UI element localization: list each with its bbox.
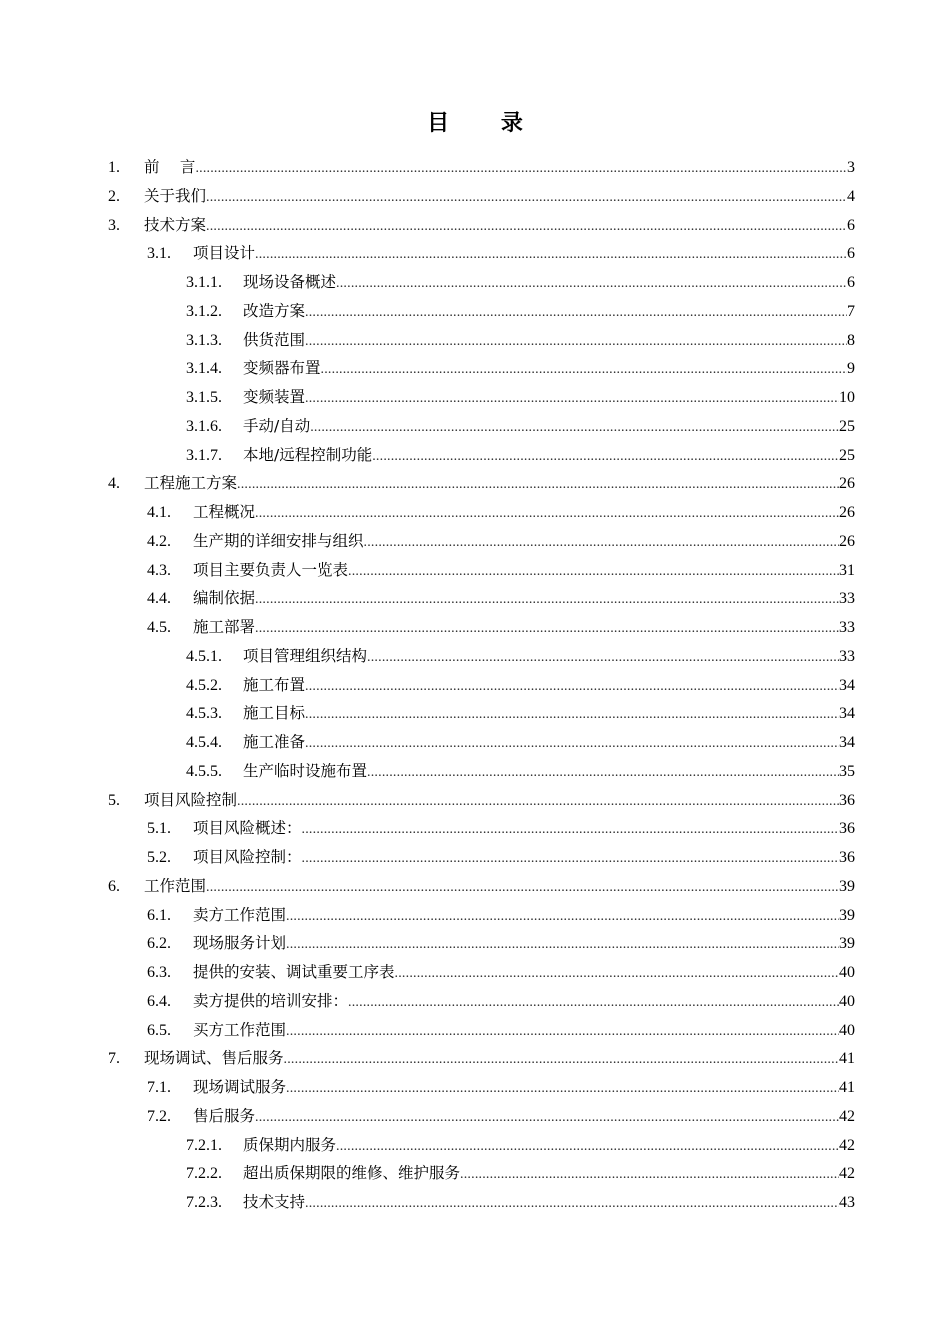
toc-entry[interactable] [0, 728, 950, 757]
toc-entry-number: 5. [108, 791, 120, 809]
toc-entry-number: 4.5.4. [186, 734, 222, 751]
toc-dot-leader [286, 1075, 839, 1104]
toc-entry-line [147, 527, 855, 556]
toc-entry-number: 3.1.1. [186, 274, 222, 291]
toc-entry-label: 改造方案 [243, 301, 306, 320]
toc-entry[interactable] [0, 613, 950, 642]
toc-dot-leader [255, 586, 839, 615]
toc-entry-label: 项目风险概述： [193, 819, 302, 838]
toc-entry-line [108, 469, 855, 498]
toc-entry[interactable] [0, 182, 950, 211]
toc-entry-number: 7.1. [147, 1079, 171, 1096]
toc-entry[interactable] [0, 412, 950, 441]
toc-dot-leader [286, 1018, 839, 1047]
toc-entry-label: 现场调试服务 [193, 1078, 287, 1096]
toc-dot-leader [321, 356, 847, 385]
toc-dot-leader [305, 673, 839, 702]
toc-dot-leader [395, 960, 839, 989]
toc-dot-leader [372, 443, 839, 472]
toc-entry[interactable] [0, 527, 950, 556]
toc-entry-page-number: 7 [847, 302, 855, 320]
toc-dot-leader [305, 730, 839, 759]
toc-entry-page-number: 33 [839, 647, 855, 665]
toc-dot-leader [286, 931, 839, 960]
toc-entry-page-number: 34 [839, 676, 855, 694]
toc-entry-number: 7.2.2. [186, 1165, 222, 1183]
toc-entry-line [147, 1016, 855, 1045]
toc-entry[interactable] [0, 1016, 950, 1045]
toc-dot-leader [367, 644, 839, 673]
toc-entry-line [186, 1188, 855, 1217]
toc-entry-label: 项目主要负责人一览表 [193, 560, 349, 579]
toc-entry-number: 4.5.2. [186, 676, 222, 694]
toc-dot-leader [255, 1104, 839, 1133]
toc-entry[interactable] [0, 556, 950, 585]
toc-entry-page-number: 25 [839, 417, 855, 435]
toc-entry-number: 4.5.3. [186, 705, 222, 723]
toc-dot-leader [336, 270, 847, 299]
toc-entry-number: 6.5. [147, 1021, 171, 1039]
toc-entry-page-number: 34 [839, 734, 855, 751]
toc-entry-page-number: 9 [847, 360, 855, 378]
toc-entry[interactable] [0, 239, 950, 268]
toc-title: 目 录 [427, 111, 545, 136]
toc-entry-line [147, 1073, 855, 1102]
toc-entry-page-number: 41 [839, 1079, 855, 1096]
toc-entry-label: 生产临时设施布置 [243, 761, 368, 780]
toc-entry-page-number: 39 [839, 906, 855, 924]
toc-entry-number: 6.1. [147, 906, 171, 924]
toc-entry[interactable] [0, 1188, 950, 1217]
toc-entry-label: 项目风险控制 [144, 790, 238, 809]
toc-entry-page-number: 6 [847, 274, 855, 291]
toc-entry-line [147, 929, 855, 958]
toc-dot-leader [206, 184, 847, 213]
toc-entry-page-number: 26 [839, 475, 855, 493]
toc-entry-label: 卖方提供的培训安排： [193, 991, 349, 1010]
toc-entry-line [147, 843, 855, 872]
toc-entry-line [108, 872, 855, 901]
toc-entry[interactable] [0, 498, 950, 527]
toc-entry-label: 施工准备 [243, 733, 306, 751]
toc-entry-page-number: 34 [839, 705, 855, 723]
toc-entry[interactable] [0, 901, 950, 930]
toc-entry[interactable] [0, 671, 950, 700]
toc-entry[interactable] [0, 1044, 950, 1073]
toc-list [0, 153, 950, 1217]
toc-entry-line [186, 757, 855, 786]
toc-entry-label: 买方工作范围 [193, 1020, 287, 1039]
toc-dot-leader [237, 788, 839, 817]
toc-entry-page-number: 35 [839, 762, 855, 780]
toc-entry-number: 3.1. [147, 245, 171, 263]
toc-entry[interactable] [0, 987, 950, 1016]
toc-entry-line [186, 671, 855, 700]
toc-entry[interactable] [0, 383, 950, 412]
toc-entry[interactable] [0, 872, 950, 901]
toc-dot-leader [195, 155, 847, 184]
toc-entry-number: 6.4. [147, 992, 171, 1010]
toc-entry-line [147, 584, 855, 613]
toc-entry[interactable] [0, 642, 950, 671]
toc-dot-leader [364, 529, 839, 558]
toc-entry-label: 供货范围 [243, 330, 306, 349]
toc-entry-label: 施工目标 [243, 704, 306, 723]
toc-entry-number: 7. [108, 1050, 120, 1068]
toc-entry-page-number: 39 [839, 877, 855, 895]
toc-entry-page-number: 42 [839, 1165, 855, 1183]
toc-entry-label: 工程概况 [193, 503, 256, 521]
toc-entry-number: 4. [108, 475, 120, 493]
toc-entry-line [186, 1159, 855, 1188]
toc-entry-label: 项目风险控制： [193, 848, 302, 866]
toc-entry-label: 技术支持 [243, 1193, 306, 1211]
toc-entry-label: 超出质保期限的维修、维护服务 [243, 1164, 461, 1183]
toc-entry-number: 2. [108, 187, 120, 205]
toc-entry-label: 项目管理组织结构 [243, 646, 368, 665]
toc-entry-page-number: 25 [839, 446, 855, 464]
toc-entry[interactable] [0, 1073, 950, 1102]
toc-entry-label: 卖方工作范围 [193, 905, 287, 924]
toc-entry-page-number: 6 [847, 216, 855, 234]
toc-dot-leader [305, 701, 839, 730]
toc-entry-number: 1. [108, 159, 120, 176]
toc-entry-number: 3.1.5. [186, 389, 222, 406]
toc-dot-leader [206, 874, 839, 903]
toc-entry-line [186, 412, 855, 441]
toc-entry-number: 4.5.5. [186, 762, 222, 780]
toc-entry[interactable] [0, 699, 950, 728]
toc-entry-number: 7.2.1. [186, 1136, 222, 1154]
toc-entry-number: 6.3. [147, 964, 171, 981]
toc-entry-number: 3.1.6. [186, 417, 222, 435]
toc-entry-label: 提供的安装、调试重要工序表 [193, 963, 395, 981]
toc-entry-label: 变频器布置 [243, 359, 321, 378]
toc-entry-line [147, 814, 855, 843]
toc-entry[interactable] [0, 1131, 950, 1160]
toc-entry[interactable] [0, 441, 950, 470]
toc-dot-leader [255, 615, 839, 644]
toc-entry-page-number: 36 [839, 820, 855, 838]
toc-entry-number: 4.1. [147, 504, 171, 521]
toc-dot-leader [206, 213, 847, 242]
toc-entry-number: 6. [108, 877, 120, 895]
toc-entry-line [108, 211, 855, 240]
toc-entry-page-number: 33 [839, 590, 855, 608]
toc-entry-page-number: 43 [839, 1194, 855, 1211]
toc-entry[interactable] [0, 786, 950, 815]
toc-dot-leader [348, 558, 839, 587]
toc-dot-leader [284, 1046, 839, 1075]
toc-entry-label: 编制依据 [193, 589, 256, 608]
toc-entry[interactable] [0, 1159, 950, 1188]
toc-entry-label: 施工部署 [193, 618, 256, 636]
toc-entry-number: 3.1.4. [186, 360, 222, 378]
toc-entry-page-number: 36 [839, 791, 855, 809]
toc-entry[interactable] [0, 211, 950, 240]
toc-entry-page-number: 26 [839, 504, 855, 521]
toc-entry-number: 4.3. [147, 561, 171, 579]
toc-entry-line [186, 642, 855, 671]
toc-entry-line [186, 699, 855, 728]
toc-dot-leader [336, 1133, 839, 1162]
toc-entry-page-number: 3 [847, 159, 855, 176]
toc-entry-page-number: 36 [839, 849, 855, 866]
toc-entry-number: 3. [108, 216, 120, 234]
toc-entry-line [147, 987, 855, 1016]
toc-entry-number: 4.5.1. [186, 647, 222, 665]
toc-entry-line [186, 441, 855, 470]
toc-entry-label: 现场设备概述 [243, 273, 337, 291]
toc-entry-number: 4.4. [147, 590, 171, 608]
toc-entry-line [186, 268, 855, 297]
toc-entry-label: 前 言 [144, 158, 196, 176]
toc-dot-leader [302, 816, 839, 845]
toc-entry[interactable] [0, 1102, 950, 1131]
toc-dot-leader [237, 471, 839, 500]
toc-dot-leader [302, 845, 839, 874]
toc-dot-leader [305, 1190, 839, 1219]
toc-dot-leader [286, 903, 839, 932]
toc-entry-line [147, 556, 855, 585]
toc-entry-number: 5.1. [147, 820, 171, 838]
toc-entry-label: 工作范围 [144, 876, 207, 895]
toc-entry-page-number: 6 [847, 245, 855, 263]
toc-entry-number: 7.2. [147, 1107, 171, 1125]
toc-entry-label: 变频装置 [243, 388, 306, 406]
toc-entry-line [186, 383, 855, 412]
toc-entry-label: 手动/自动 [243, 416, 311, 435]
toc-entry-line [186, 728, 855, 757]
toc-entry[interactable] [0, 153, 950, 182]
toc-dot-leader [305, 385, 839, 414]
toc-entry-number: 3.1.3. [186, 331, 222, 349]
toc-entry-number: 3.1.7. [186, 446, 222, 464]
toc-dot-leader [305, 299, 847, 328]
toc-entry-label: 关于我们 [144, 186, 207, 205]
toc-entry-line [186, 326, 855, 355]
toc-entry[interactable] [0, 297, 950, 326]
toc-entry-page-number: 42 [839, 1136, 855, 1154]
toc-dot-leader [367, 759, 839, 788]
toc-entry-line [186, 354, 855, 383]
toc-entry-page-number: 41 [839, 1050, 855, 1068]
toc-entry-line [108, 786, 855, 815]
toc-entry-label: 本地/远程控制功能 [243, 445, 373, 464]
toc-entry[interactable] [0, 929, 950, 958]
toc-entry[interactable] [0, 326, 950, 355]
toc-entry-line [108, 182, 855, 211]
toc-entry-page-number: 4 [847, 187, 855, 205]
toc-entry[interactable] [0, 843, 950, 872]
toc-entry-number: 4.2. [147, 532, 171, 550]
toc-entry-number: 5.2. [147, 849, 171, 866]
toc-entry-label: 现场调试、售后服务 [144, 1049, 284, 1068]
toc-entry-label: 生产期的详细安排与组织 [193, 531, 364, 550]
toc-entry-line [147, 901, 855, 930]
toc-entry-label: 技术方案 [144, 215, 207, 234]
toc-entry-line [147, 958, 855, 987]
toc-entry-page-number: 40 [839, 1021, 855, 1039]
toc-entry[interactable] [0, 469, 950, 498]
toc-entry-number: 7.2.3. [186, 1194, 222, 1211]
toc-dot-leader [255, 500, 839, 529]
toc-entry-label: 现场服务计划 [193, 934, 287, 953]
toc-entry-line [186, 1131, 855, 1160]
toc-entry-number: 3.1.2. [186, 302, 222, 320]
toc-entry[interactable] [0, 814, 950, 843]
toc-entry[interactable] [0, 958, 950, 987]
toc-entry-number: 6.2. [147, 935, 171, 953]
toc-entry-line [108, 1044, 855, 1073]
toc-entry-page-number: 40 [839, 964, 855, 981]
toc-dot-leader [348, 989, 839, 1018]
toc-entry-label: 项目设计 [193, 244, 256, 263]
toc-entry-page-number: 39 [839, 935, 855, 953]
toc-dot-leader [255, 241, 847, 270]
toc-entry[interactable] [0, 268, 950, 297]
toc-entry-line [147, 613, 855, 642]
toc-entry[interactable] [0, 354, 950, 383]
toc-entry[interactable] [0, 757, 950, 786]
toc-entry-number: 4.5. [147, 619, 171, 636]
toc-entry-line [186, 297, 855, 326]
toc-entry-page-number: 10 [839, 389, 855, 406]
toc-entry-page-number: 26 [839, 532, 855, 550]
toc-dot-leader [310, 414, 839, 443]
toc-entry-line [147, 239, 855, 268]
toc-entry-page-number: 8 [847, 331, 855, 349]
toc-entry-label: 施工布置 [243, 675, 306, 694]
toc-entry-page-number: 31 [839, 561, 855, 579]
toc-dot-leader [305, 328, 847, 357]
toc-entry-page-number: 40 [839, 992, 855, 1010]
toc-entry-label: 售后服务 [193, 1106, 256, 1125]
toc-entry-line [108, 153, 855, 182]
toc-entry[interactable] [0, 584, 950, 613]
toc-entry-label: 工程施工方案 [144, 474, 238, 493]
toc-entry-page-number: 42 [839, 1107, 855, 1125]
toc-dot-leader [460, 1161, 839, 1190]
toc-entry-label: 质保期内服务 [243, 1135, 337, 1154]
toc-entry-page-number: 33 [839, 619, 855, 636]
toc-entry-line [147, 1102, 855, 1131]
toc-entry-line [147, 498, 855, 527]
